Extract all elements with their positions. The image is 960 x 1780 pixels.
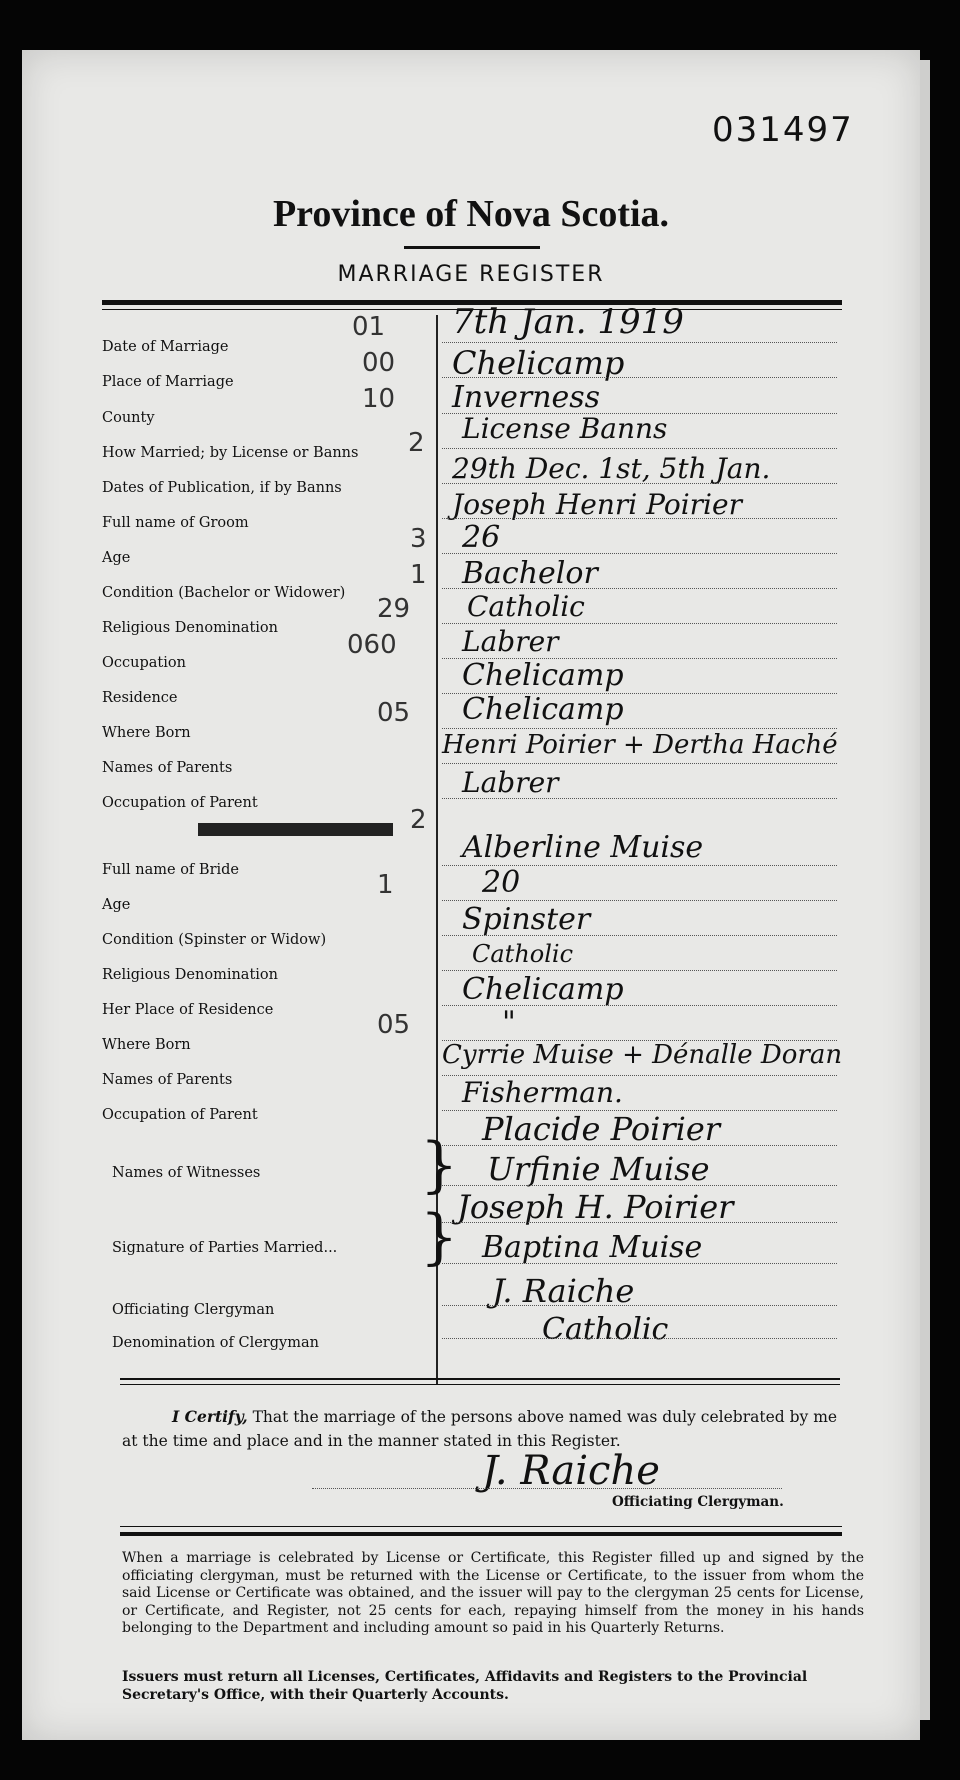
field-label: Where Born — [102, 1037, 191, 1053]
field-label: Full name of Groom — [102, 515, 249, 531]
field-code: 2 — [408, 428, 425, 458]
parties-label: Signature of Parties Married... — [112, 1240, 338, 1256]
field-label: Condition (Spinster or Widow) — [102, 932, 327, 948]
answer-line — [442, 377, 837, 378]
field-label: Age — [102, 550, 131, 566]
field-label: Occupation of Parent — [102, 1107, 258, 1123]
answer-line — [442, 483, 837, 484]
field-code: 1 — [377, 870, 394, 900]
field-code: 060 — [347, 630, 397, 660]
answer-line — [442, 342, 837, 343]
field-value: 26 — [462, 520, 501, 555]
section-rule — [120, 1532, 842, 1536]
witness-name: Placide Poirier — [482, 1110, 721, 1148]
field-value: Chelicamp — [452, 344, 625, 382]
answer-line — [442, 518, 837, 519]
witnesses-brace: } — [420, 1130, 459, 1200]
field-label: How Married; by License or Banns — [102, 445, 359, 461]
field-value: " — [502, 1005, 516, 1040]
field-value: Inverness — [452, 380, 601, 415]
answer-line — [442, 763, 837, 764]
field-label: Age — [102, 897, 131, 913]
field-label: Names of Parents — [102, 760, 233, 776]
field-value: Labrer — [462, 625, 559, 658]
field-label: Condition (Bachelor or Widower) — [102, 585, 346, 601]
answer-line — [442, 1338, 837, 1339]
answer-line — [442, 728, 837, 729]
field-label: Her Place of Residence — [102, 1002, 274, 1018]
field-value: 7th Jan. 1919 — [452, 302, 684, 342]
field-value: Bachelor — [462, 556, 598, 591]
answer-line — [442, 798, 837, 799]
section-rule — [120, 1378, 840, 1380]
field-label: Occupation — [102, 655, 186, 671]
field-value: Chelicamp — [462, 972, 624, 1007]
document-subtitle: MARRIAGE REGISTER — [337, 262, 605, 287]
field-value: Chelicamp — [462, 658, 624, 693]
field-label: Where Born — [102, 725, 191, 741]
field-label: Occupation of Parent — [102, 795, 258, 811]
notice-paragraph: When a marriage is celebrated by License or Certificate, this Register filled up and signed by the officiating clergyman, must be returned with the License or Certificate, to the issuer from whom the said License or Certificate was obtained, and the issuer will pay to the clergyman 25 cents for License, or Certificate, and Register, not 25 cents for each, repaying himself from the money in his hands belonging to the Department and including amount so paid in his Quarterly Returns. — [122, 1550, 864, 1636]
field-code: 29 — [377, 594, 411, 624]
field-value: Alberline Muise — [462, 830, 704, 865]
answer-line — [442, 1263, 837, 1264]
field-code: 05 — [377, 1010, 411, 1040]
signature-caption: Officiating Clergyman. — [612, 1494, 784, 1510]
field-value: Labrer — [462, 766, 559, 799]
field-value: Joseph Henri Poirier — [452, 488, 742, 521]
clergy-denomination: Catholic — [542, 1312, 669, 1347]
witnesses-label: Names of Witnesses — [112, 1165, 261, 1181]
certification-text — [122, 1405, 842, 1453]
document-title: Province of Nova Scotia. — [272, 193, 670, 235]
field-value: Chelicamp — [462, 692, 624, 727]
field-label: Residence — [102, 690, 178, 706]
answer-line — [442, 588, 837, 589]
bride-section-bar — [198, 823, 393, 836]
field-code: 1 — [410, 560, 427, 590]
issuers-instruction: Issuers must return all Licenses, Certificates, Affidavits and Registers to the Provincial Secretary's Office, with their Quarterly Accounts. — [122, 1669, 808, 1703]
answer-line — [442, 1222, 837, 1223]
field-label: Date of Marriage — [102, 339, 229, 355]
clergy-denomination-label: Denomination of Clergyman — [112, 1335, 319, 1351]
field-value: License Banns — [462, 412, 668, 445]
field-value: Spinster — [462, 902, 591, 937]
title-rule — [404, 246, 540, 249]
field-label: Dates of Publication, if by Banns — [102, 480, 342, 496]
field-label: Names of Parents — [102, 1072, 233, 1088]
register-page — [22, 50, 920, 1740]
answer-line — [442, 900, 837, 901]
answer-line — [442, 1305, 837, 1306]
field-value: Catholic — [472, 940, 574, 968]
field-label: Religious Denomination — [102, 967, 278, 983]
field-label: County — [102, 410, 155, 426]
answer-line — [442, 970, 837, 971]
field-value: Fisherman. — [462, 1076, 623, 1109]
section-rule — [120, 1526, 842, 1527]
field-value: 29th Dec. 1st, 5th Jan. — [452, 452, 771, 485]
field-code: 10 — [362, 384, 396, 414]
field-value: 20 — [482, 865, 521, 900]
field-code: 00 — [362, 348, 396, 378]
certifying-signature: J. Raiche — [482, 1448, 660, 1494]
answer-line — [442, 623, 837, 624]
field-label: Full name of Bride — [102, 862, 239, 878]
field-value: Catholic — [467, 590, 585, 623]
answer-line — [442, 553, 837, 554]
certify-lead: I Certify, — [172, 1407, 248, 1426]
field-value: Cyrrie Muise + Dénalle Doran — [442, 1040, 843, 1070]
party-signature: Baptina Muise — [482, 1230, 703, 1265]
answer-line — [442, 935, 837, 936]
field-value: Henri Poirier + Dertha Haché — [442, 730, 838, 760]
field-code: 05 — [377, 698, 411, 728]
party-signature: Joseph H. Poirier — [457, 1188, 734, 1226]
field-label: Place of Marriage — [102, 374, 234, 390]
certify-body: That the marriage of the persons above named was duly celebrated by me at the time and place and in the manner stated in this Register. — [122, 1408, 838, 1450]
answer-line — [442, 1185, 837, 1186]
clergy-signature: J. Raiche — [492, 1272, 635, 1310]
field-code: 3 — [410, 524, 427, 554]
document-number: 031497 — [712, 110, 854, 150]
clergy-label: Officiating Clergyman — [112, 1302, 275, 1318]
answer-line — [442, 1145, 837, 1146]
signature-line — [312, 1488, 782, 1489]
field-label: Religious Denomination — [102, 620, 278, 636]
section-rule — [120, 1384, 840, 1385]
bride-code: 2 — [410, 805, 427, 835]
witness-name: Urfinie Muise — [487, 1150, 710, 1188]
field-code: 01 — [352, 312, 386, 342]
answer-line — [442, 448, 837, 449]
parties-brace: } — [420, 1202, 459, 1272]
